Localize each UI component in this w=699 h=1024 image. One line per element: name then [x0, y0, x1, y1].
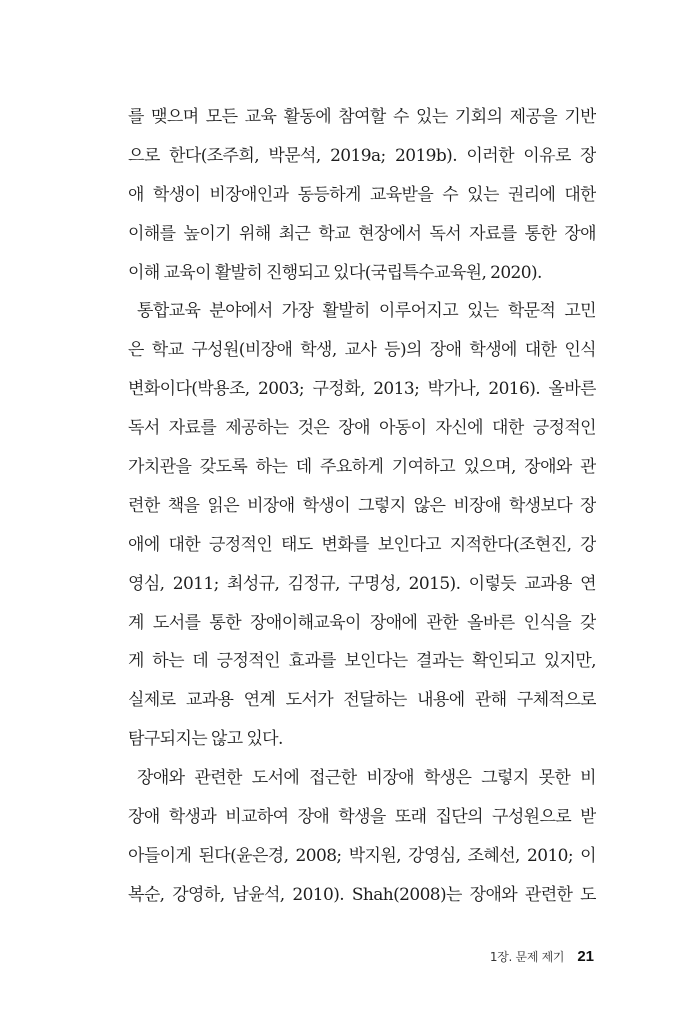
paragraph-first-line: 장애와 관련한 도서에 접근한 비장애 학생은 그렇지 못한 비 — [137, 768, 596, 789]
text-line: 계 도서를 통한 장애이해교육이 장애에 관한 올바른 인식을 갖 — [128, 612, 596, 633]
text-line: 독서 자료를 제공하는 것은 장애 아동이 자신에 대한 긍정적인 — [128, 418, 596, 439]
text-line: 아들이게 된다(윤은경, 2008; 박지원, 강영심, 조혜선, 2010; 이 — [128, 845, 596, 866]
text-line: 이해 교육이 활발히 진행되고 있다(국립특수교육원, 2020). — [128, 262, 542, 283]
text-line: 를 맺으며 모든 교육 활동에 참여할 수 있는 기회의 제공을 기반 — [128, 107, 596, 127]
text-line: 변화이다(박용조, 2003; 구정화, 2013; 박가나, 2016). 올바른 — [128, 379, 596, 400]
text-line: 애에 대한 긍정적인 태도 변화를 보인다고 지적한다(조현진, 강 — [128, 534, 596, 555]
page-number: 21 — [577, 948, 594, 965]
text-line: 련한 책을 읽은 비장애 학생이 그렇지 않은 비장애 학생보다 장 — [128, 495, 596, 516]
text-line: 탐구되지는 않고 있다. — [128, 729, 283, 750]
paragraph-first-line: 통합교육 분야에서 가장 활발히 이루어지고 있는 학문적 고민 — [137, 301, 596, 322]
body-text — [128, 98, 596, 915]
text-line: 은 학교 구성원(비장애 학생, 교사 등)의 장애 학생에 대한 인식 — [128, 340, 596, 361]
text-line: 으로 한다(조주희, 박문석, 2019a; 2019b). 이러한 이유로 장 — [128, 145, 596, 166]
text-line: 실제로 교과용 연계 도서가 전달하는 내용에 관해 구체적으로 — [128, 690, 596, 711]
text-line: 이해를 높이기 위해 최근 학교 현장에서 독서 자료를 통한 장애 — [128, 223, 596, 244]
running-head: 1장. 문제 제기 — [489, 950, 565, 964]
text-line: 장애 학생과 비교하여 장애 학생을 또래 집단의 구성원으로 받 — [128, 807, 596, 828]
page-footer — [490, 944, 594, 968]
text-line: 게 하는 데 긍정적인 효과를 보인다는 결과는 확인되고 있지만, — [128, 651, 596, 672]
text-line: 애 학생이 비장애인과 동등하게 교육받을 수 있는 권리에 대한 — [128, 184, 596, 205]
text-line: 영심, 2011; 최성규, 김정규, 구명성, 2015). 이렇듯 교과용 연 — [128, 573, 596, 594]
text-line: 가치관을 갖도록 하는 데 주요하게 기여하고 있으며, 장애와 관 — [128, 457, 596, 478]
text-line: 복순, 강영하, 남윤석, 2010). Shah(2008)는 장애와 관련한 도 — [128, 884, 596, 905]
